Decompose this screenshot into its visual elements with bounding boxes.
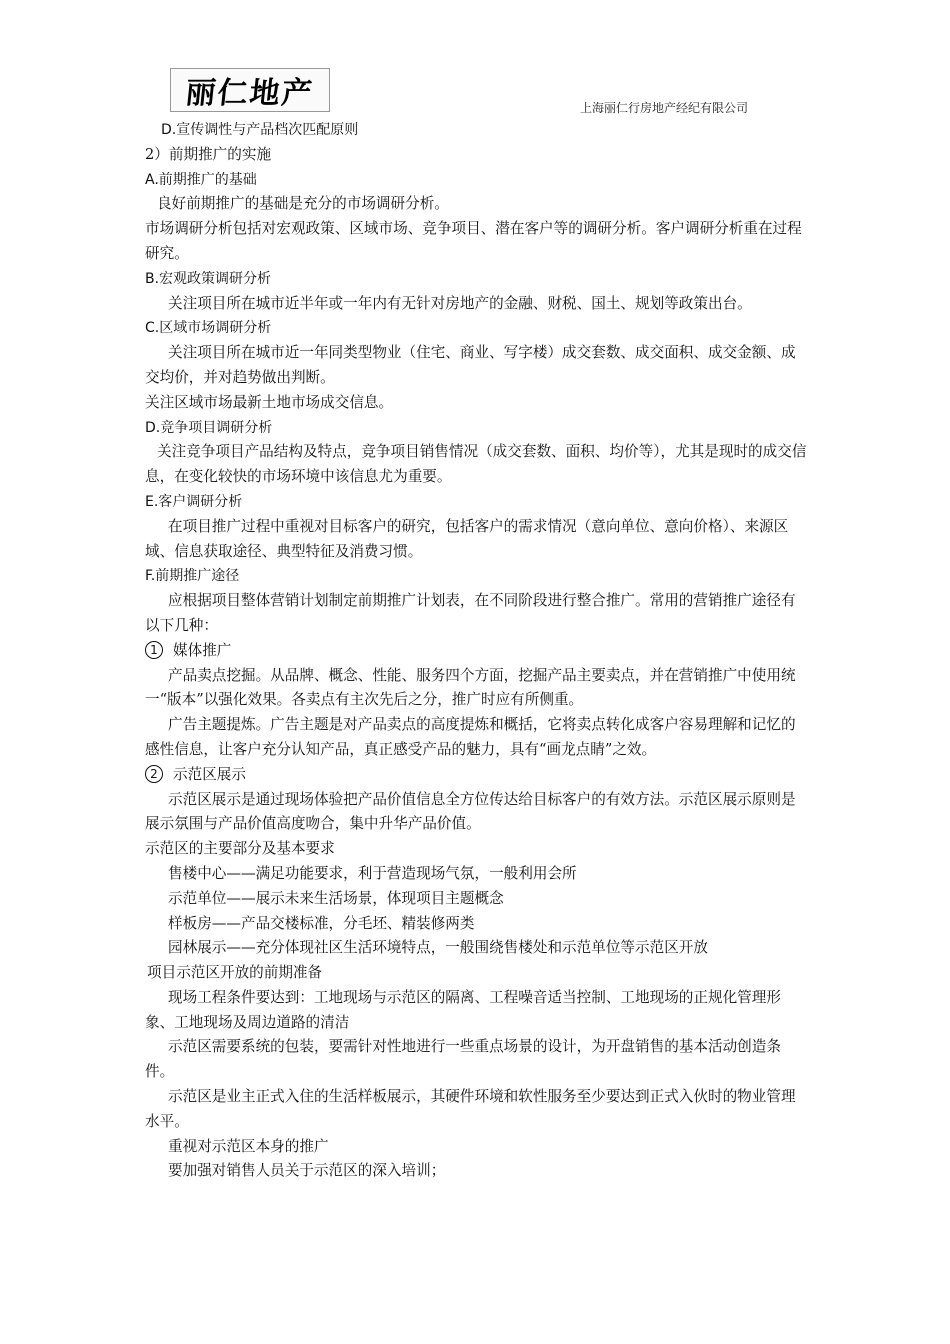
circled-number-marker: 1 [145,641,163,659]
paragraph [145,440,808,490]
paragraph-text: 示范区展示 [173,765,246,783]
paragraph-text: 关注项目所在城市近一年同类型物业（住宅、商业、写字楼）成交套数、成交面积、成交金额、成交均价，并对趋势做出判断。 [145,344,796,386]
paragraph-text: 关注竞争项目产品结构及特点，竞争项目销售情况（成交套数、面积、均价等），尤其是现时的成交信息，在变化较快的市场环境中该信息尤为重要。 [145,443,807,486]
logo-text: 丽仁地产 [183,76,316,111]
section-heading [145,490,808,515]
section-heading [145,118,808,143]
paragraph [145,515,808,565]
paragraph-text: 关注区域市场最新土地市场成交信息。 [145,393,394,411]
paragraph-text: E.客户调研分析 [145,493,243,510]
paragraph-text: 现场工程条件要达到：工地现场与示范区的隔离、工程噪音适当控制、工地现场的正规化管理形象、工地现场及周边道路的清洁 [145,988,781,1031]
paragraph-text: D.竞争项目调研分析 [145,419,273,436]
company-logo [170,68,330,112]
paragraph-text: 项目示范区开放的前期准备 [147,964,323,982]
circled-number-marker: 2 [145,765,163,783]
paragraph-text: C.区域市场调研分析 [145,320,272,337]
paragraph [145,589,808,639]
paragraph-text: 2）前期推广的实施 [145,145,272,163]
paragraph-text: 产品卖点挖掘。从品牌、概念、性能、服务四个方面，挖掘产品主要卖点，并在营销推广中使用统一“版本”以强化效果。各卖点有主次先后之分，推广时应有所侧重。 [145,666,796,709]
section-heading [145,168,808,193]
paragraph-text: 示范区需要系统的包装，要需针对性地进行一些重点场景的设计，为开盘销售的基本活动创造条件。 [145,1038,781,1081]
paragraph [145,292,808,317]
document-body [145,118,808,1184]
paragraph [145,986,808,1036]
paragraph-text: 在项目推广过程中重视对目标客户的研究，包括客户的需求情况（意向单位、意向价格）、来源区域、信息获取途径、典型特征及消费习惯。 [145,517,789,560]
paragraph-text: 示范单位——展示未来生活场景，体现项目主题概念 [168,889,504,907]
paragraph [145,862,808,887]
paragraph-text: 重视对示范区本身的推广 [168,1137,329,1155]
paragraph [145,788,808,838]
paragraph-text: 市场调研分析包括对宏观政策、区域市场、竞争项目、潜在客户等的调研分析。客户调研分析重在过程研究。 [145,220,802,262]
paragraph [145,639,808,664]
paragraph [145,713,808,763]
paragraph-text: F.前期推广途径 [145,568,240,585]
paragraph [145,1085,808,1135]
paragraph-text: B.宏观政策调研分析 [145,270,272,287]
paragraph-text: 广告主题提炼。广告主题是对产品卖点的高度提炼和概括，它将卖点转化成客户容易理解和记忆的感性信息，让客户充分认知产品，真正感受产品的魅力，具有“画龙点睛”之效。 [145,716,796,758]
section-heading [145,316,808,341]
paragraph-text: 示范区是业主正式入住的生活样板展示，其硬件环境和软性服务至少要达到正式入伙时的物业管理水平。 [145,1088,796,1130]
paragraph [145,391,808,416]
paragraph [145,912,808,937]
paragraph-text: A.前期推广的基础 [145,171,257,188]
paragraph [145,1135,808,1160]
paragraph [145,763,808,788]
paragraph-text: 关注项目所在城市近半年或一年内有无针对房地产的金融、财税、国土、规划等政策出台。 [168,294,752,312]
paragraph-text: 媒体推广 [173,641,232,659]
paragraph [145,837,808,862]
section-heading [145,416,808,441]
paragraph-text: 示范区展示是通过现场体验把产品价值信息全方位传达给目标客户的有效方法。示范区展示原则是展示氛围与产品价值高度吻合，集中升华产品价值。 [145,790,796,833]
paragraph [145,887,808,912]
paragraph-text: D.宣传调性与产品档次匹配原则 [161,122,359,138]
paragraph-text: 要加强对销售人员关于示范区的深入培训； [168,1162,446,1180]
paragraph [145,341,808,391]
company-name: 上海丽仁行房地产经纪有限公司 [580,101,749,115]
paragraph-text: 园林展示——充分体现社区生活环境特点，一般围绕售楼处和示范单位等示范区开放 [168,939,708,957]
paragraph [145,143,808,168]
paragraph [145,192,808,217]
paragraph [145,1035,808,1085]
paragraph-text: 样板房——产品交楼标准，分毛坯、精装修两类 [168,914,475,932]
paragraph-text: 示范区的主要部分及基本要求 [145,840,335,858]
paragraph [145,664,808,714]
section-heading [145,267,808,292]
paragraph [145,217,808,267]
paragraph [145,1159,808,1184]
paragraph [145,936,808,961]
paragraph-text: 应根据项目整体营销计划制定前期推广计划表，在不同阶段进行整合推广。常用的营销推广途径有以下几种： [145,592,796,634]
paragraph-text: 售楼中心——满足功能要求，利于营造现场气氛，一般利用会所 [168,864,577,882]
paragraph-text: 良好前期推广的基础是充分的市场调研分析。 [157,195,449,213]
section-heading [145,564,808,589]
paragraph [145,961,808,986]
